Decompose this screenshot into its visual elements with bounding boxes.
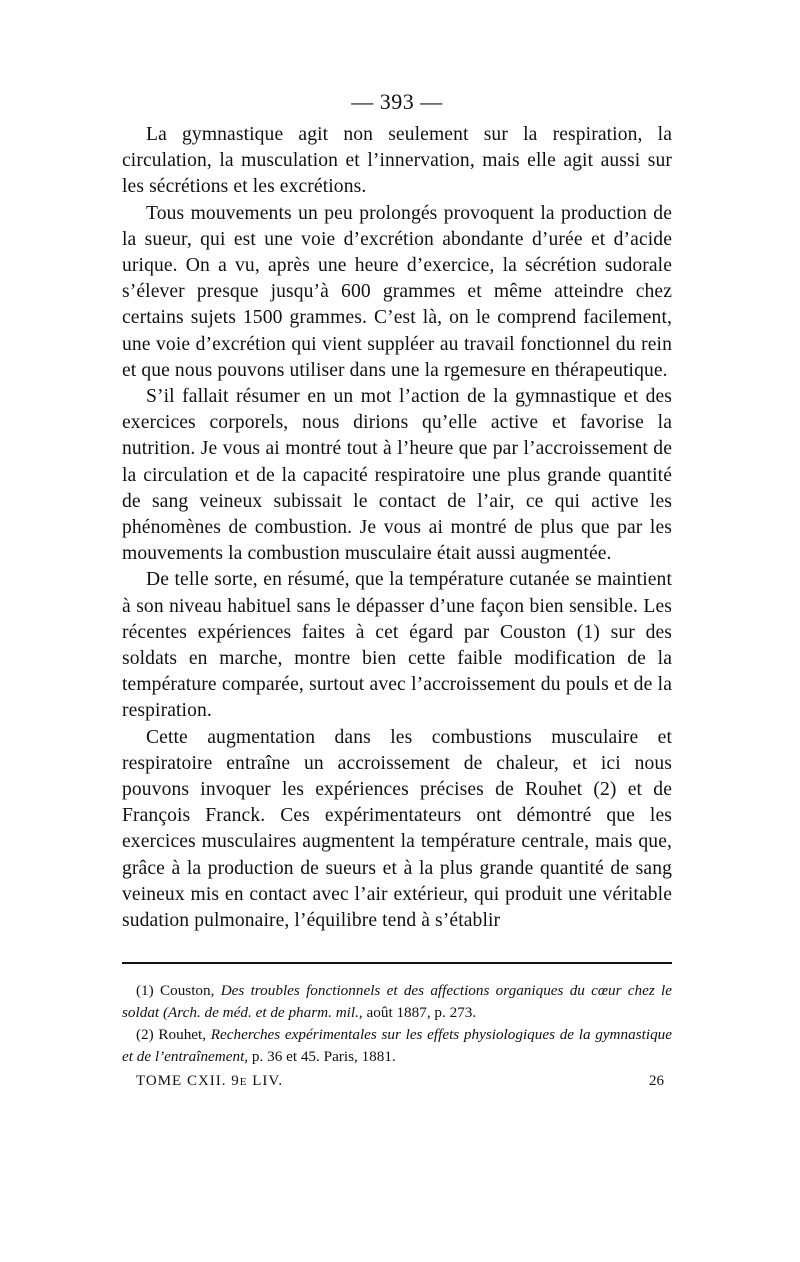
paragraph-4: De telle sorte, en résumé, que la température cutanée se maintient à son niveau habituel sans le dépasser d’une façon bien sensible. Les récentes expériences faites à cet égard par Couston (1) sur des soldats en marche, montre bien cette faible modification de la température comparée, surtout avec l’accroissement du pouls et de la respiration.: [122, 569, 672, 722]
footnote-2: [122, 1024, 672, 1068]
paragraph-1: La gymnastique agit non seulement sur la respiration, la circulation, la musculation et l’innervation, mais elle agit aussi sur les sécrétions et les excrétions.: [122, 124, 672, 198]
footnote-2-rest: p. 36 et 45. Paris, 1881.: [251, 1048, 396, 1066]
footnote-divider: [122, 962, 672, 964]
footnote-1-marker: (1) Couston,: [136, 982, 215, 1000]
paragraph-2: Tous mouvements un peu prolongés provoquent la production de la sueur, qui est une voie d’excrétion abondante d’urée et d’acide urique. On a vu, après une heure d’exercice, la sécrétion sudorale s’élever presque jusqu’à 600 grammes et même atteindre chez certains sujets 1500 grammes. C’est là, on le comprend facilement, une voie d’excrétion qui vient suppléer au travail fonctionnel du rein et que nous pouvons utiliser dans une la rgemesure en thérapeutique.: [122, 202, 672, 381]
footnote-1-rest: août 1887, p. 273.: [366, 1004, 477, 1022]
footnote-1: [122, 980, 672, 1024]
footnote-1-source: (Arch. de méd. et de pharm. mil.,: [162, 1004, 363, 1022]
footnote-2-title: Recherches expérimentales sur les effets physiologiques de la gymnastique et de l’entraînement,: [122, 1026, 672, 1066]
footnote-1-title: Des troubles fonctionnels et des affections organiques du cœur chez le soldat: [122, 982, 673, 1022]
signature-mark: TOME CXII. 9e LIV.: [136, 1073, 284, 1090]
footnote-2-marker: (2) Rouhet,: [136, 1026, 207, 1044]
page-number: — 393 —: [351, 89, 443, 114]
paragraph-5: Cette augmentation dans les combustions musculaire et respiratoire entraîne un accroissement de chaleur, et ici nous pouvons invoquer les expériences précises de Rouhet (2) et de François Franck. Ces expérimentateurs ont démontré que les exercices musculaires augmentent la température centrale, mais que, grâce à la production de sueurs et à la plus grande quantité de sang veineux mis en contact avec l’air extérieur, qui produit une véritable sudation pulmonaire, l’équilibre tend à s’établir: [122, 726, 672, 932]
sheet-number: 26: [649, 1073, 664, 1090]
book-page: [122, 88, 672, 1092]
paragraph-3: S’il fallait résumer en un mot l’action de la gymnastique et des exercices corporels, nous dirions qu’elle active et favorise la nutrition. Je vous ai montré tout à l’heure que par l’accroissement de la circulation et de la capacité respiratoire une plus grande quantité de sang veineux subissait le contact de l’air, ce qui active les phénomènes de combustion. Je vous ai montré de plus que par les mouvements la combustion musculaire était aussi augmentée.: [122, 386, 672, 565]
page-footer: [122, 1070, 672, 1092]
